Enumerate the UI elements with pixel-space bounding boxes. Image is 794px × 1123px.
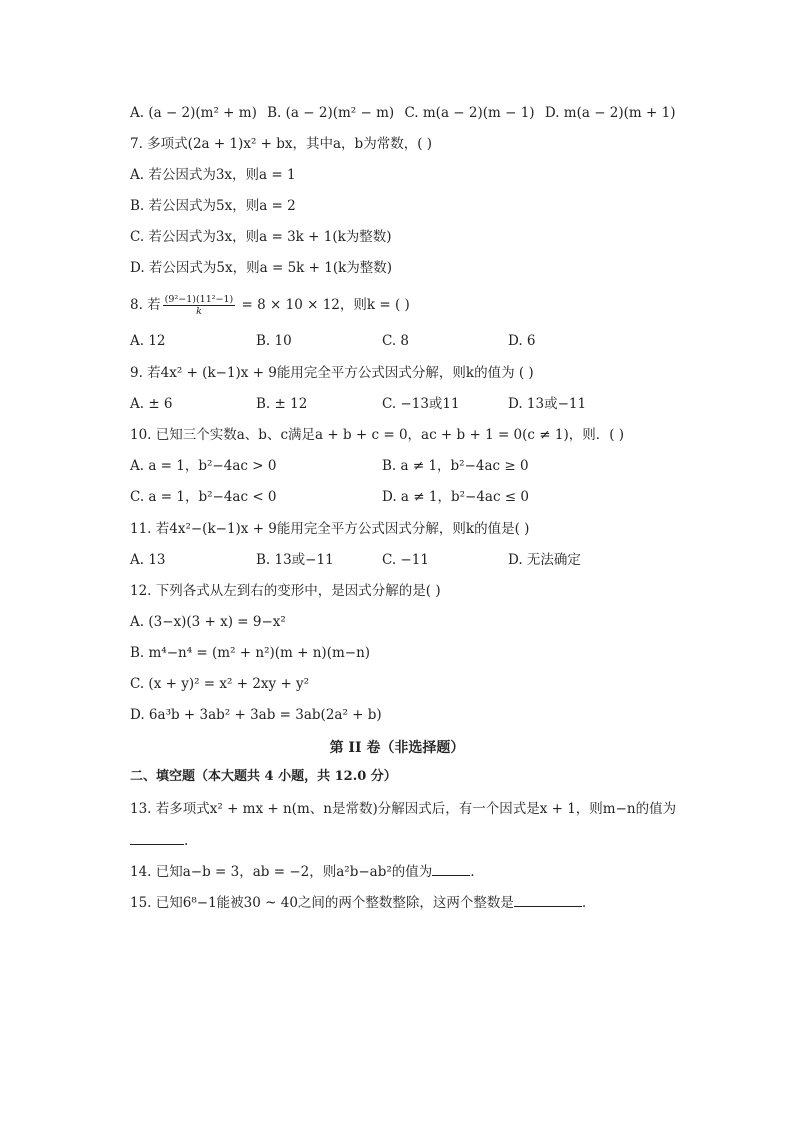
q7-option-d: D. 若公因式为5x，则a = 5k + 1(k为整数)	[130, 260, 393, 276]
q13-stem: 13. 若多项式x² + mx + n(m、n是常数)分解因式后，有一个因式是x + 1，则m−n的值为	[130, 801, 677, 817]
q12-stem: 12. 下列各式从左到右的变形中，是因式分解的是( )	[130, 583, 441, 599]
q6-option-d: D. m(a − 2)(m + 1)	[544, 105, 676, 121]
q10-stem: 10. 已知三个实数a、b、c满足a + b + c = 0，ac + b + 1 = 0(c ≠ 1)，则．( )	[130, 427, 625, 443]
q8-stem	[130, 290, 410, 320]
q8-option-a: A. 12	[130, 333, 166, 349]
q6-options	[130, 104, 676, 122]
q10-option-b: B. a ≠ 1，b²−4ac ≥ 0	[382, 458, 529, 474]
q7-option-c: C. 若公因式为3x，则a = 3k + 1(k为整数)	[130, 229, 392, 245]
q9-option-a: A. ± 6	[130, 396, 173, 412]
q12-option-b: B. m⁴−n⁴ = (m² + n²)(m + n)(m−n)	[130, 645, 371, 661]
q11-option-a: A. 13	[130, 552, 166, 568]
section-title: 第 II 卷（非选择题）	[329, 740, 465, 756]
q15-tail: .	[581, 895, 587, 911]
q8-fraction	[163, 294, 236, 317]
q15-line	[130, 894, 586, 912]
q10-option-c: C. a = 1，b²−4ac < 0	[130, 489, 277, 505]
q14-tail: .	[470, 864, 475, 880]
q11-option-c: C. −11	[382, 552, 429, 568]
q6-option-c: C. m(a − 2)(m − 1)	[404, 105, 535, 121]
q13-answer-line	[130, 832, 188, 850]
q14-answer-blank[interactable]	[432, 863, 470, 876]
q7-option-b: B. 若公因式为5x，则a = 2	[130, 198, 296, 214]
q8-option-d: D. 6	[508, 333, 536, 349]
q8-fraction-denominator: k	[196, 306, 202, 317]
q8-option-b: B. 10	[256, 333, 292, 349]
q12-option-a: A. (3−x)(3 + x) = 9−x²	[130, 614, 286, 630]
q12-option-d: D. 6a³b + 3ab² + 3ab = 3ab(2a² + b)	[130, 707, 382, 723]
q11-stem: 11. 若4x²−(k−1)x + 9能用完全平方公式因式分解，则k的值是( )	[130, 521, 530, 537]
q14-stem: 14. 已知a−b = 3，ab = −2，则a²b−ab²的值为	[130, 864, 433, 880]
q7-option-a: A. 若公因式为3x，则a = 1	[130, 167, 296, 183]
q10-option-d: D. a ≠ 1，b²−4ac ≤ 0	[382, 489, 530, 505]
q12-option-c: C. (x + y)² = x² + 2xy + y²	[130, 676, 310, 692]
q6-option-b: B. (a − 2)(m² − m)	[267, 105, 395, 121]
q13-tail: .	[184, 833, 189, 849]
q10-option-a: A. a = 1，b²−4ac > 0	[130, 458, 277, 474]
q8-prefix: 8. 若	[130, 297, 161, 313]
q13-answer-blank[interactable]	[130, 832, 184, 845]
q15-answer-blank[interactable]	[514, 894, 582, 907]
q9-option-c: C. −13或11	[382, 396, 460, 412]
q7-stem: 7. 多项式(2a + 1)x² + bx，其中a，b为常数，( )	[130, 136, 433, 152]
q8-option-c: C. 8	[382, 333, 410, 349]
q9-option-d: D. 13或−11	[508, 396, 587, 412]
section-header: 二、填空题（本大题共 4 小题，共 12.0 分）	[130, 769, 397, 784]
q8-fraction-numerator: (9²−1)(11²−1)	[164, 294, 234, 305]
q14-line	[130, 863, 475, 881]
q8-suffix: = 8 × 10 × 12，则k = ( )	[237, 297, 410, 313]
q15-stem: 15. 已知6⁸−1能被30 ~ 40之间的两个整数整除，这两个整数是	[130, 895, 514, 911]
q6-option-a: A. (a − 2)(m² + m)	[130, 105, 257, 121]
q11-option-d: D. 无法确定	[508, 552, 581, 568]
q9-stem: 9. 若4x² + (k−1)x + 9能用完全平方公式因式分解，则k的值为 ( )	[130, 365, 534, 381]
q9-option-b: B. ± 12	[256, 396, 308, 412]
q11-option-b: B. 13或−11	[256, 552, 334, 568]
